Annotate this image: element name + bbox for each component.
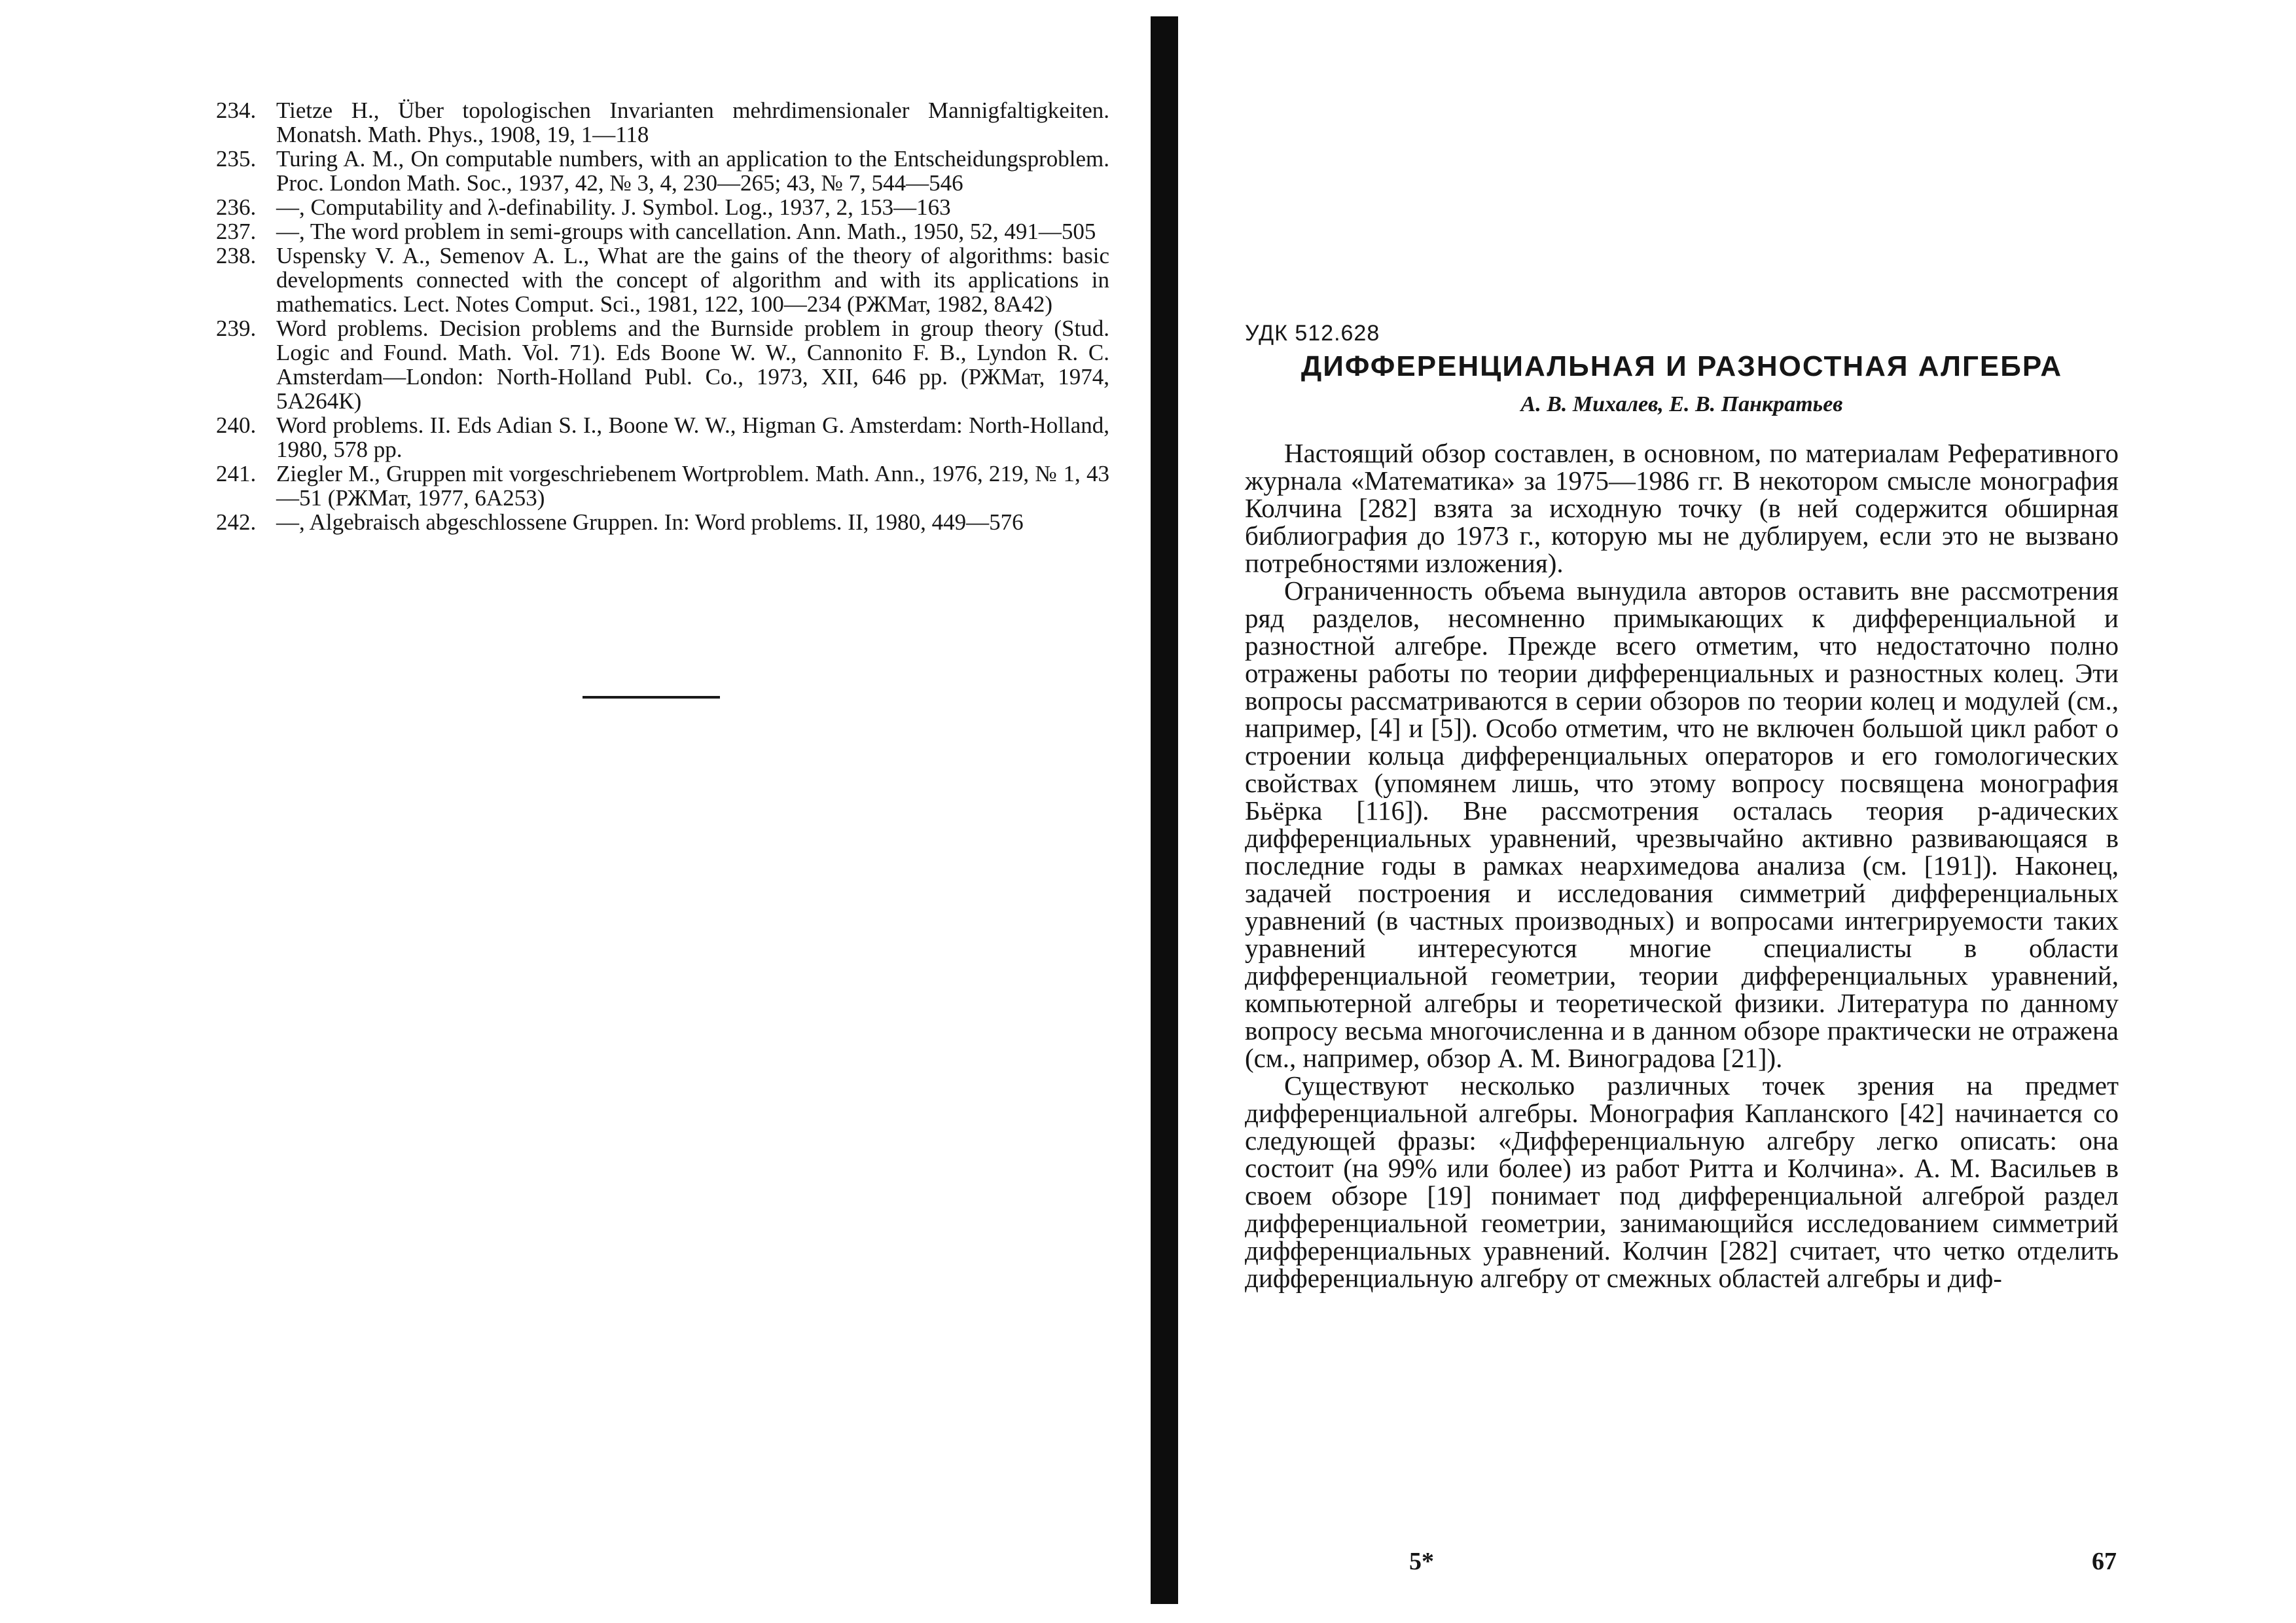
left-page [216,98,1109,534]
reference-item [216,413,1109,462]
body-paragraph: Существуют несколько различных точек зрения на предмет дифференциальной алгебры. Монография Капланского [42] начинается со следующей фразы: «Дифференциальную алгебру легко описать: она состоит (на 99% или более) из работ Ритта и Колчина». А. М. Васильев в своем обзоре [19] понимает под дифференциальной алгеброй раздел дифференциальной геометрии, занимающийся исследованием симметрий дифференциальных уравнений. Колчин [282] считает, что четко отделить дифференциальную алгебру от смежных областей алгебры и диф- [1245,1070,2119,1293]
reference-number: 237. [216,219,257,244]
reference-text: —, Computability and λ-definability. J. Symbol. Log., 1937, 2, 153—163 [276,194,951,220]
reference-text: Ziegler M., Gruppen mit vorgeschriebenem Wortproblem. Math. Ann., 1976, 219, № 1, 43—51 (РЖМат, 1977, 6А253) [276,461,1109,511]
reference-item [216,462,1109,510]
reference-text: Tietze H., Über topologischen Invarianten mehrdimensionaler Mannigfaltigkeiten. Monatsh. Math. Phys., 1908, 19, 1—118 [276,98,1109,147]
reference-number: 241. [216,461,257,486]
reference-text: Word problems. Decision problems and the Burnside problem in group theory (Stud. Logic and Found. Math. Vol. 71). Eds Boone W. W., Cannonito F. B., Lyndon R. C. Amsterdam—London: North-Holland Publ. Co., 1973, XII, 646 pp. (РЖМат, 1974, 5А264К) [276,316,1109,414]
reference-number: 240. [216,412,257,438]
reference-number: 238. [216,243,257,268]
end-of-references-rule [583,696,720,699]
reference-text: —, The word problem in semi-groups with cancellation. Ann. Math., 1950, 52, 491—505 [276,219,1096,244]
reference-item [216,98,1109,147]
reference-text: Uspensky V. A., Semenov A. L., What are the gains of the theory of algorithms: basic developments connected with the concept of algorithm and with its applications in mathematics. Lect. Notes Comput. Sci., 1981, 122, 100—234 (РЖМат, 1982, 8А42) [276,243,1109,317]
reference-text: —, Algebraisch abgeschlossene Gruppen. In: Word problems. II, 1980, 449—576 [276,509,1024,535]
reference-item [216,195,1109,219]
reference-text: Turing A. M., On computable numbers, with an application to the Entscheidungsproblem. Proc. London Math. Soc., 1937, 42, № 3, 4, 230—265; 43, № 7, 544—546 [276,146,1109,196]
reference-item [216,316,1109,413]
signature-mark: 5* [1409,1548,1434,1575]
udk-code: УДК 512.628 [1245,321,1380,346]
reference-number: 234. [216,98,257,123]
body-paragraph: Ограниченность объема вынудила авторов оставить вне рассмотрения ряд разделов, несомненно примыкающих к дифференциальной и разностной алгебре. Прежде всего отметим, что недостаточно полно отражены работы по теории дифференциальных и разностных колец. Эти вопросы рассматриваются в серии обзоров по теории колец и модулей (см., например, [4] и [5]). Особо отметим, что не включен большой цикл работ о строении кольца дифференциальных операторов и его гомологических свойствах (упомянем лишь, что этому вопросу посвящена монография Бьёрка [116]). Вне рассмотрения осталась теория p-адических дифференциальных уравнений, чрезвычайно активно развивающаяся в последние годы в рамках неархимедова анализа (см. [191]). Наконец, задачей построения и исследования симметрий дифференциальных уравнений (в частных производных) и вопросами интегрируемости таких уравнений интересуются многие специалисты в области дифференциальной геометрии, теории дифференциальных уравнений, компьютерной алгебры и теоретической физики. Литература по данному вопросу весьма многочисленна и в данном обзоре практически не отражена (см., например, обзор А. М. Виноградова [21]). [1245,575,2119,1073]
reference-item [216,244,1109,316]
reference-number: 236. [216,194,257,220]
reference-number: 242. [216,509,257,535]
article-authors: А. В. Михалев, Е. В. Панкратьев [1520,392,1843,416]
book-spine-gutter [1151,16,1178,1604]
reference-number: 235. [216,146,257,172]
reference-list [216,98,1109,534]
page-number: 67 [2092,1548,2117,1575]
reference-text: Word problems. II. Eds Adian S. I., Boone W. W., Higman G. Amsterdam: North-Holland, 1980, 578 pp. [276,412,1109,462]
right-page [1245,321,2119,1292]
reference-item [216,219,1109,244]
article-title: ДИФФЕРЕНЦИАЛЬНАЯ И РАЗНОСТНАЯ АЛГЕБРА [1300,350,2063,382]
body-paragraph: Настоящий обзор составлен, в основном, по материалам Реферативного журнала «Математика» за 1975—1986 гг. В некотором смысле монография Колчина [282] взята за исходную точку (в ней содержится обширная библиография до 1973 г., которую мы не дублируем, если это не вызвано потребностями изложения). [1245,438,2119,578]
reference-item [216,147,1109,195]
reference-item [216,510,1109,534]
reference-number: 239. [216,316,257,341]
